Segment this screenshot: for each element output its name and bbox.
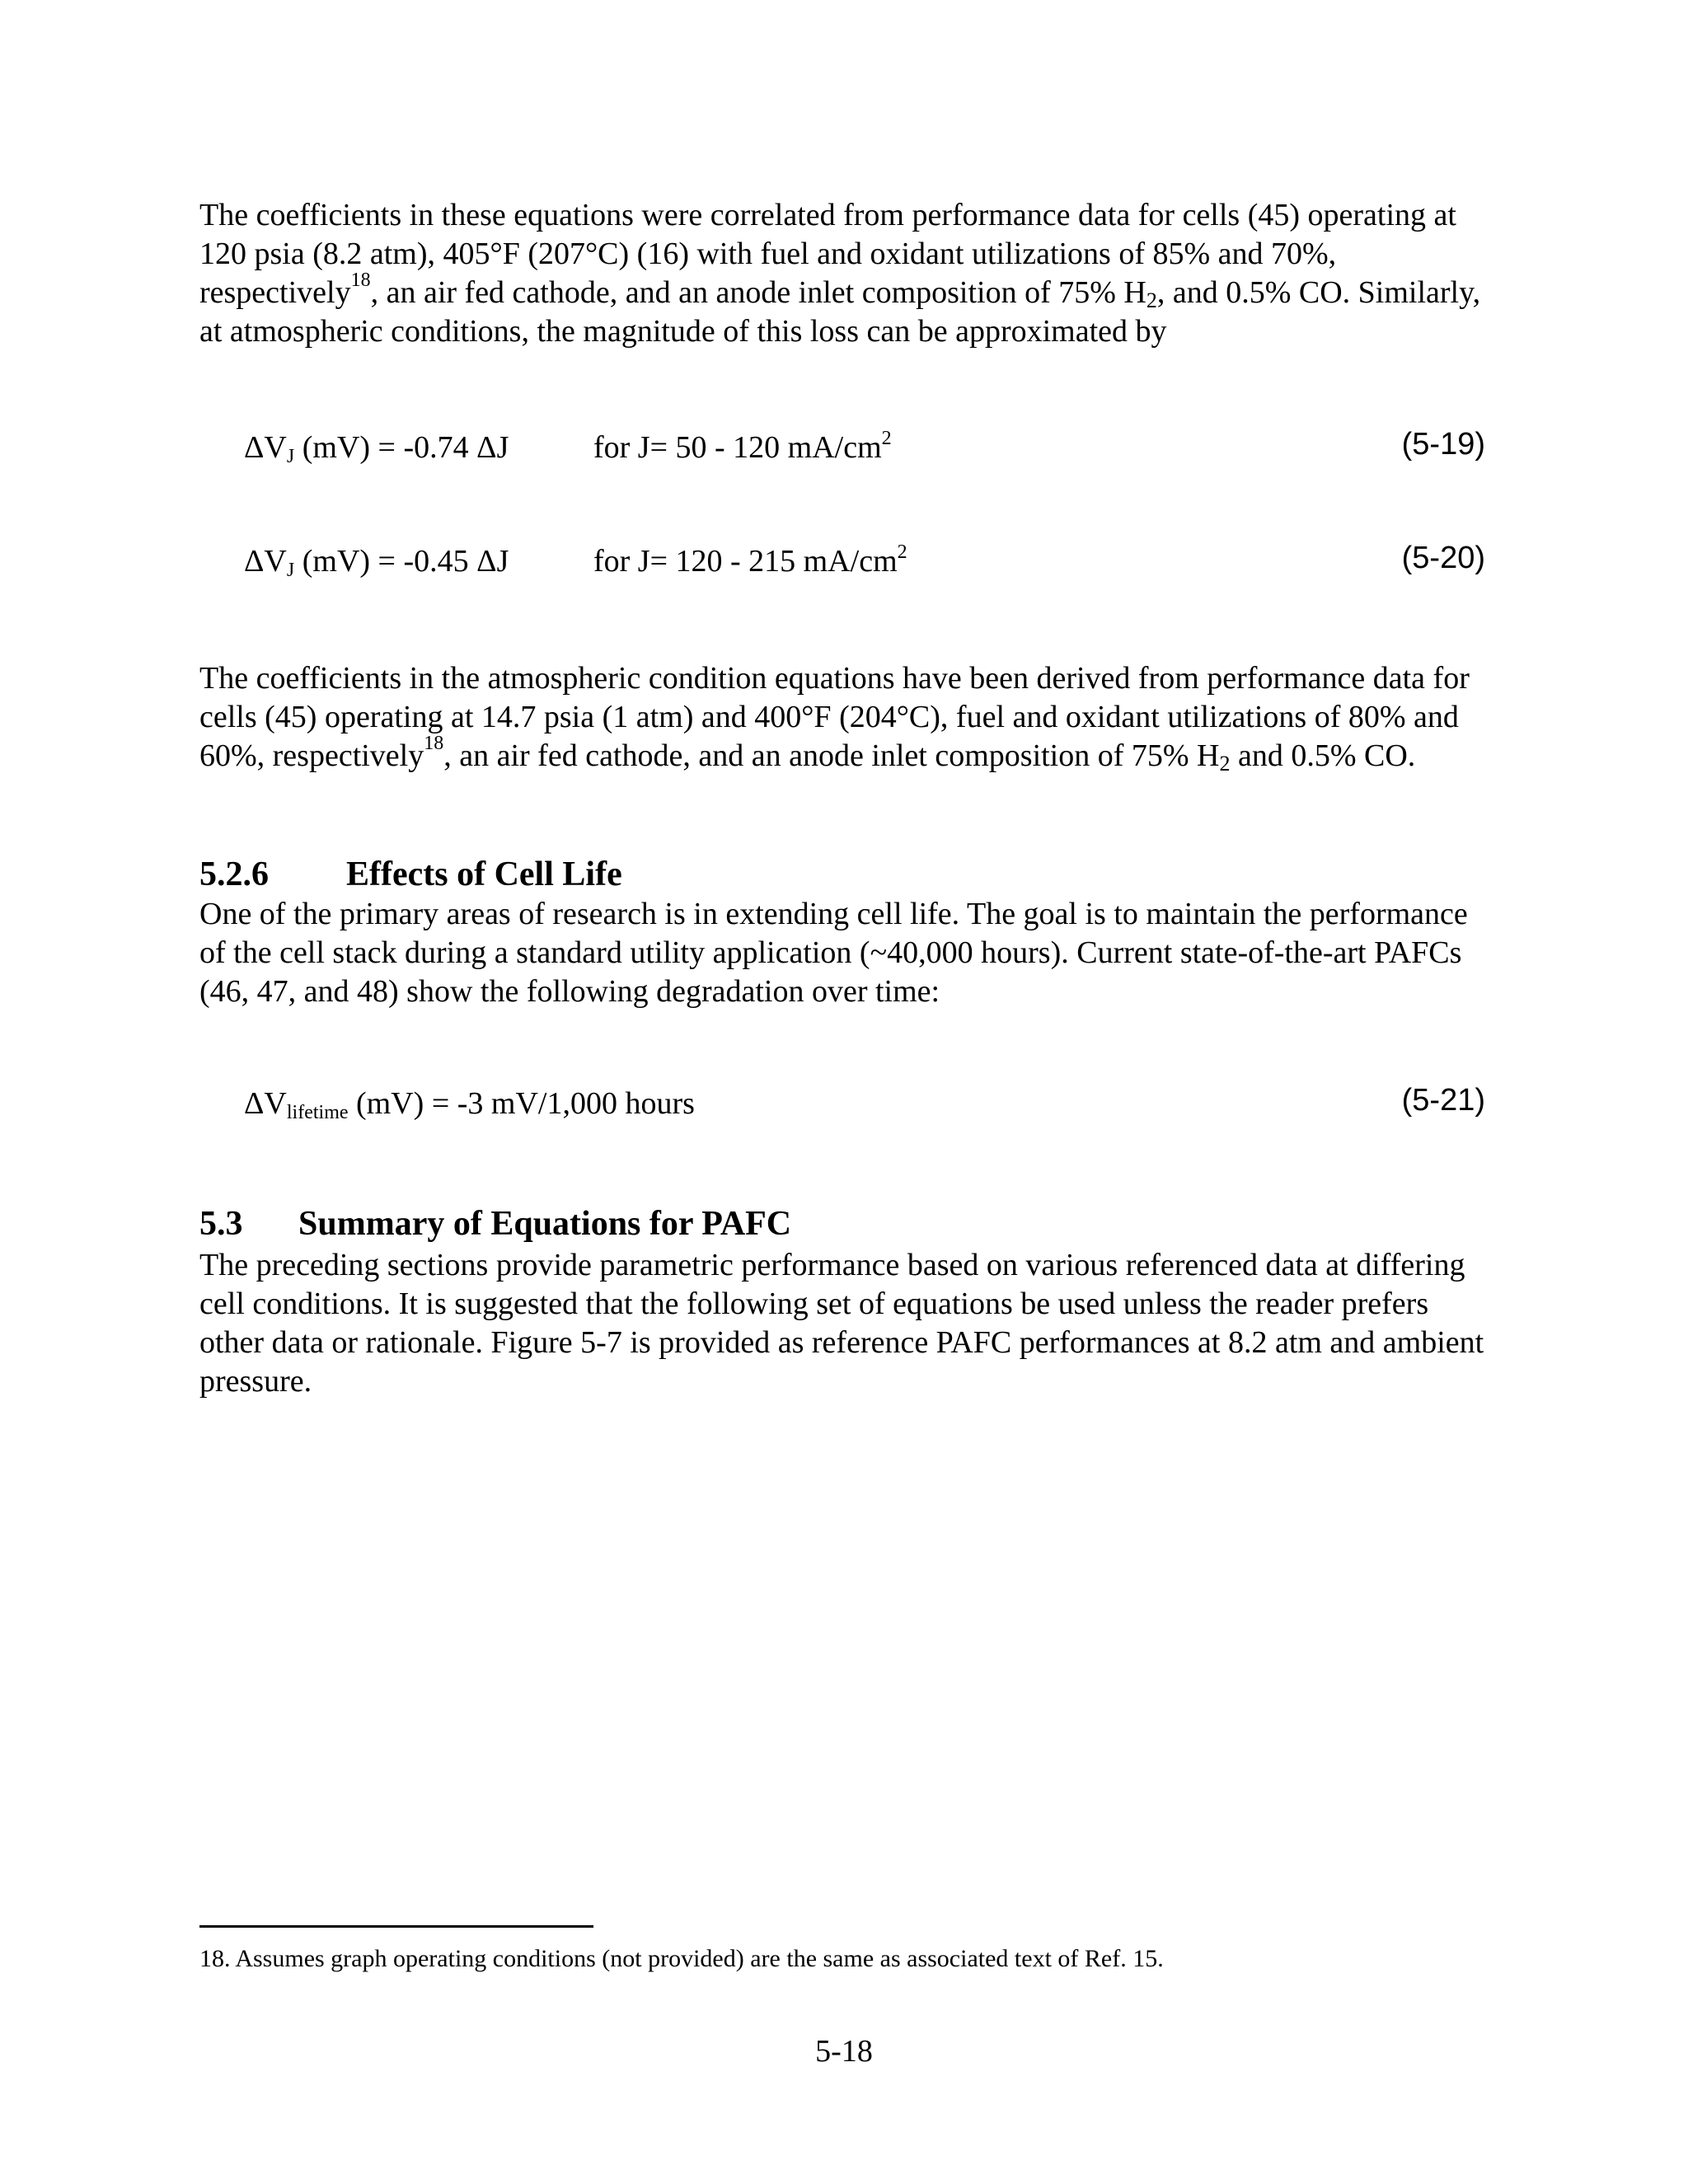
section-heading-5-2-6: 5.2.6 Effects of Cell Life [199,855,622,893]
paragraph-coefficients-atmospheric: The coefficients in the atmospheric condition equations have been derived from performance data for cells (45) operating at 14.7 psia (1 atm) and 400°F (204°C), fuel and oxidant utilizations of 80% and 60%, respectively$^{18}$, an air fed cathode, and an anode inlet composition of 75% $H_2$ and 0.5% CO. [199,661,1470,776]
paragraph-cell-life: One of the primary areas of research is in extending cell life. The goal is to maintain the performance of the cell stack during a standard utility application (~40,000 hours). Current state-of-the-art PAFCs (46, 47, and 48) show the following degradation over time: [199,897,1468,1009]
equation-5-21: $\Delta V_{lifetime}$ (mV) = -3 mV/1,000 hours [244,1086,695,1123]
paragraph-summary: The preceding sections provide parametric performance based on various referenced data at differing cell conditions. It is suggested that the following set of equations be used unless the reader prefers other data or rationale. Figure 5-7 is provided as reference PAFC performances at 8.2 atm and ambient pressure. [199,1248,1484,1399]
subscript-2: 2 [1219,752,1231,776]
equation-5-20: $\Delta V_J$ (mV) = -0.45 ΔJ for J= 120 - 215 $mA/cm^2$ [244,541,907,581]
section-heading-5-3: 5.3 Summary of Equations for PAFC [199,1205,792,1243]
equation-condition: for J= 120 - 215 $mA/cm^2$ [593,541,907,579]
footnote-ref-18: 18 [350,269,371,292]
page-number: 5-18 [815,2034,873,2069]
equation-number: (5-20) [1401,541,1485,575]
paragraph-coefficients-pressurized: The coefficients in these equations were correlated from performance data for cells (45) operating at 120 psia (8.2 atm), 405°F (207°C) (16) with fuel and oxidant utilizations of 85% and 70%, respectively$^{18}$, an air fed cathode, and an anode inlet composition of 75% $H_2$, and 0.5% CO. Similarly, at atmospheric conditions, the magnitude of this loss can be approximated by [199,198,1481,349]
subscript-2: 2 [1146,288,1157,312]
footnote-18: 18. Assumes graph operating conditions (not provided) are the same as associated text of Ref. 15. [199,1945,1164,1972]
equation-number: (5-21) [1401,1083,1485,1118]
equation-5-19: $\Delta V_J$ (mV) = -0.74 ΔJ for J= 50 - 120 $mA/cm^2$ [244,428,892,467]
footnote-divider [199,1925,593,1928]
footnote-ref-18: 18 [424,733,444,755]
equation-condition: for J= 50 - 120 $mA/cm^2$ [593,428,892,465]
equation-number: (5-19) [1401,427,1485,462]
